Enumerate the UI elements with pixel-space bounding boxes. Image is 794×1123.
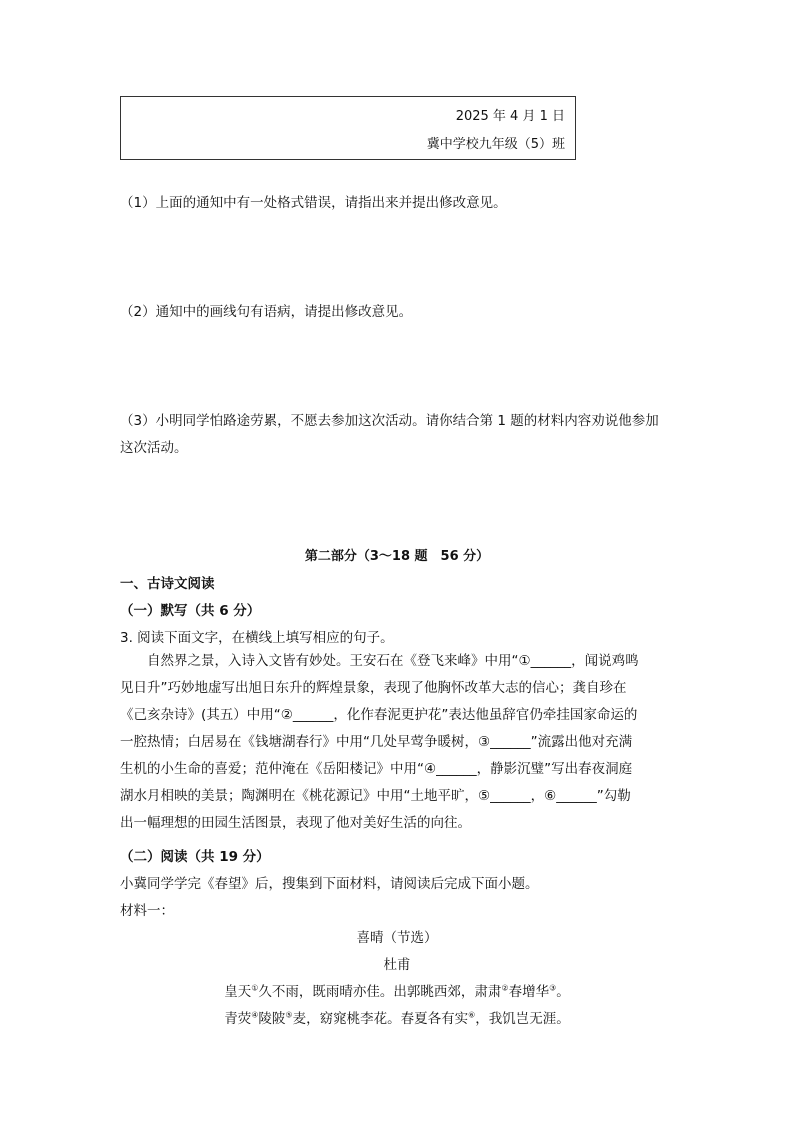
section-ancient-poetry: 一、古诗文阅读 (120, 576, 215, 592)
poem-text: 陵陂 (258, 1011, 286, 1027)
notice-signature: 冀中学校九年级（5）班 (426, 137, 565, 152)
material-1-label: 材料一： (120, 903, 174, 919)
poem-author: 杜甫 (383, 957, 411, 973)
question-3-prompt: 3. 阅读下面文字，在横线上填写相应的句子。 (120, 630, 394, 646)
passage-line: 生机的小生命的喜爱；范仲淹在《岳阳楼记》中用“④______，静影沉璧”写出春夜洞庭 (120, 761, 633, 777)
annotation-mark: ③ (549, 983, 557, 993)
subsection-reading: （二）阅读（共 19 分） (120, 849, 270, 865)
passage-line: 《己亥杂诗》(其五）中用“②______，化作春泥更护花”表达他虽辞官仍牵挂国家命运的 (120, 707, 638, 723)
part-2-title: 第二部分（3～18 题 56 分） (304, 549, 490, 564)
question-3-line-2: 这次活动。 (120, 440, 188, 456)
subsection-dictation: （一）默写（共 6 分） (120, 603, 261, 619)
passage-line: 自然界之景，入诗入文皆有妙处。王安石在《登飞来峰》中用“①______，闻说鸡鸣 (147, 653, 639, 669)
poem-text: ，我饥岂无涯。 (475, 1011, 570, 1027)
poem-text: 麦，窈窕桃李花。春夏各有实 (292, 1011, 469, 1027)
annotation-mark: ⑤ (285, 1010, 293, 1020)
poem-text: 青荧 (224, 1011, 252, 1027)
annotation-mark: ④ (251, 1010, 259, 1020)
poem-text: 皇天 (224, 984, 252, 1000)
passage-line: 出一幅理想的田园生活图景，表现了他对美好生活的向往。 (120, 815, 471, 831)
annotation-mark: ② (501, 983, 509, 993)
poem-text: 春增华 (508, 984, 550, 1000)
poem-title: 喜晴（节选） (356, 930, 438, 946)
dictation-passage (120, 648, 680, 837)
question-3-line-1: （3）小明同学怕路途劳累，不愿去参加这次活动。请你结合第 1 题的材料内容劝说他参加 (120, 413, 659, 429)
annotation-mark: ① (251, 983, 259, 993)
poem-text: 。 (556, 984, 570, 1000)
notice-signature-box (120, 96, 576, 160)
passage-line: 见日升”巧妙地虚写出旭日东升的辉煌景象，表现了他胸怀改革大志的信心；龚自珍在 (120, 680, 627, 696)
passage-line: 湖水月相映的美景；陶渊明在《桃花源记》中用“土地平旷，⑤______，⑥______”勾勒 (120, 788, 631, 804)
poem-line-1 (0, 980, 794, 1000)
question-2: （2）通知中的画线句有语病，请提出修改意见。 (120, 304, 413, 320)
passage-line: 一腔热情；白居易在《钱塘湖春行》中用“几处早莺争暖树，③______”流露出他对充满 (120, 734, 633, 750)
notice-date: 2025 年 4 月 1 日 (455, 109, 565, 124)
poem-text: 久不雨，既雨晴亦佳。出郭眺西郊，肃肃 (258, 984, 502, 1000)
poem-line-2 (0, 1007, 794, 1027)
reading-intro: 小冀同学学完《春望》后，搜集到下面材料，请阅读后完成下面小题。 (120, 876, 539, 892)
annotation-mark: ⑥ (468, 1010, 476, 1020)
question-1: （1）上面的通知中有一处格式错误，请指出来并提出修改意见。 (120, 195, 507, 211)
